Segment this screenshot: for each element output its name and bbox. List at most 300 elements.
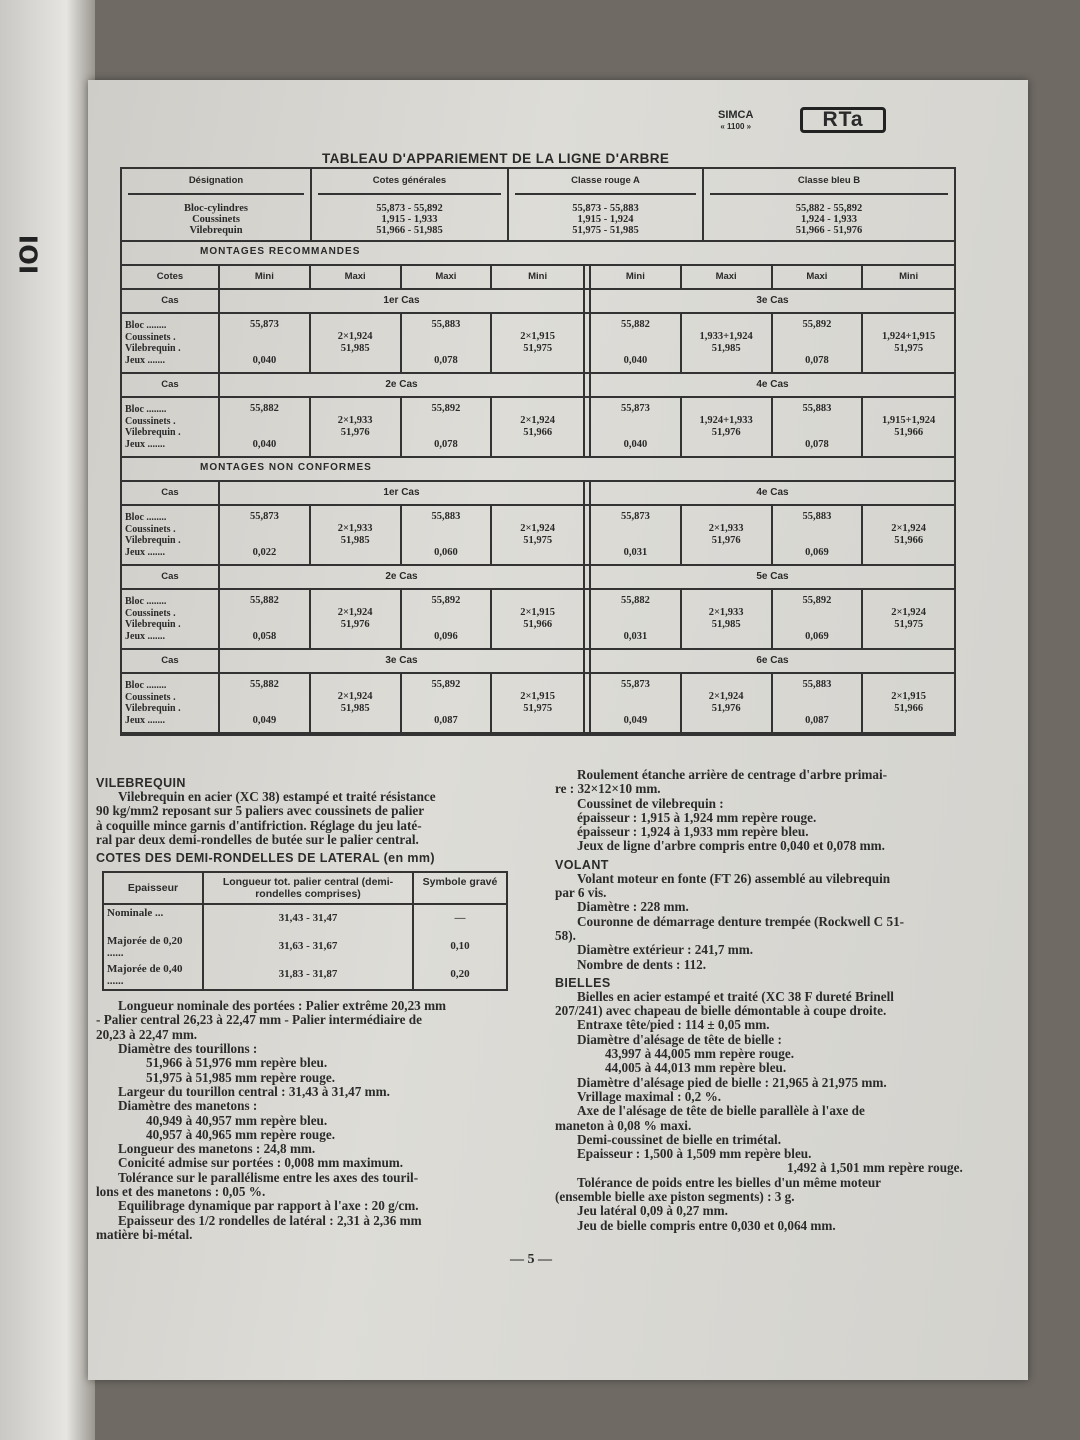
vilebrequin-value: 51,975 <box>523 343 553 354</box>
text-line: 51,975 à 51,985 mm repère rouge. <box>146 1069 335 1085</box>
case-title: 5e Cas <box>756 571 789 582</box>
value-cell <box>591 398 682 456</box>
cas-label: Cas <box>122 374 220 396</box>
jeu-value: 0,058 <box>252 631 277 642</box>
value-cell <box>492 674 583 732</box>
row-label: Vilebrequin . <box>125 343 181 354</box>
lateral-header-cell: Epaisseur <box>104 873 204 903</box>
cotes-cell: Maxi <box>311 266 402 288</box>
row-label: Coussinets . <box>125 607 176 619</box>
coussinet-value: 2×1,933 <box>337 523 373 534</box>
lateral-row <box>104 905 506 933</box>
value-cell <box>863 590 954 648</box>
value-cell <box>220 398 311 456</box>
coussinet-value: 2×1,915 <box>891 691 927 702</box>
case-values <box>591 590 954 648</box>
text-line: Jeu latéral 0,09 à 0,27 mm. <box>577 1203 728 1219</box>
bloc-value: 55,882 <box>620 595 650 606</box>
left-column <box>96 772 508 1242</box>
case-title: 2e Cas <box>385 379 418 390</box>
coussinet-value: 2×1,924 <box>891 607 927 618</box>
value-cell <box>311 590 402 648</box>
row-label: Coussinets . <box>125 331 176 343</box>
lateral-cell: — <box>454 912 466 925</box>
divider <box>583 566 591 588</box>
row-label: Jeux ....... <box>125 714 165 726</box>
text-line: Equilibrage dynamique par rapport à l'axe : 20 g/cm. <box>118 1198 419 1214</box>
row-labels <box>122 314 220 372</box>
lateral-cell: 0,10 <box>450 940 470 953</box>
coussinet-value: 2×1,924 <box>337 331 373 342</box>
text-line: Tolérance sur le parallélisme entre les axes des touril- <box>118 1169 419 1185</box>
bloc-value: 55,882 <box>249 595 279 606</box>
text-line: 43,997 à 44,005 mm repère rouge. <box>605 1046 794 1062</box>
cas-label: Cas <box>122 650 220 672</box>
case-title: 1er Cas <box>383 295 420 306</box>
vilebrequin-intro <box>96 776 508 865</box>
value-cell <box>773 506 864 564</box>
section-heading: VOLANT <box>555 857 609 872</box>
text-line: 207/241) avec chapeau de bielle démontable à coupe droite. <box>555 1003 887 1019</box>
lateral-table <box>102 871 508 991</box>
case-title-row <box>122 482 954 506</box>
divider <box>583 482 591 504</box>
cotes-header <box>122 266 954 290</box>
divider <box>583 398 591 456</box>
jeu-value: 0,049 <box>623 715 648 726</box>
case-title: 4e Cas <box>756 487 789 498</box>
generales-col <box>312 169 509 240</box>
designation-items <box>122 203 310 236</box>
adjacent-page-mark: ıoı <box>11 234 50 275</box>
vilebrequin-value: 51,975 <box>523 535 553 546</box>
text-line: Epaisseur : 1,500 à 1,509 mm repère bleu. <box>577 1146 812 1162</box>
value-cell <box>863 314 954 372</box>
designation-col <box>122 169 312 240</box>
coussinet-value: 2×1,915 <box>520 691 556 702</box>
vilebrequin-value: 51,975 <box>523 703 553 714</box>
rouge-col <box>509 169 704 240</box>
case-values <box>591 506 954 564</box>
vilebrequin-value: 51,976 <box>711 535 741 546</box>
case-values-row <box>122 398 954 458</box>
case-values <box>220 398 583 456</box>
row-label: Vilebrequin . <box>125 427 181 438</box>
value-cell <box>591 506 682 564</box>
value-cell <box>863 506 954 564</box>
jeu-value: 0,078 <box>434 439 458 450</box>
section-heading: BIELLES <box>555 975 611 990</box>
row-label: Bloc ........ <box>125 512 167 523</box>
row-label: Vilebrequin . <box>125 619 181 630</box>
row-labels <box>122 674 220 732</box>
row-label: Jeux ....... <box>125 354 165 366</box>
bloc-value: 55,892 <box>802 319 832 330</box>
case-title: 1er Cas <box>383 487 420 498</box>
text-line: Bielles en acier estampé et traité (XC 38 F dureté Brinell <box>577 988 894 1004</box>
case-title-row <box>122 290 954 314</box>
text-line: Longueur nominale des portées : Palier extrême 20,23 mm <box>118 998 447 1014</box>
generales-values <box>312 203 507 236</box>
bloc-value: 55,892 <box>431 403 461 414</box>
text-line: 44,005 à 44,013 mm repère bleu. <box>605 1060 787 1076</box>
case-title: 3e Cas <box>385 655 418 666</box>
text-line: Volant moteur en fonte (FT 26) assemblé au vilebrequin <box>577 870 891 886</box>
value-cell <box>773 314 864 372</box>
vilebrequin-value: 51,966 <box>894 427 924 438</box>
value-cell <box>402 314 493 372</box>
rouge-values <box>509 203 702 236</box>
cotes-cell: Mini <box>591 266 682 288</box>
lateral-header-cell: Symbole gravé <box>422 876 498 889</box>
rta-logo: RTa <box>800 107 886 133</box>
case-values <box>591 314 954 372</box>
value-cell <box>492 314 583 372</box>
jeu-value: 0,049 <box>252 715 277 726</box>
adjacent-page <box>0 0 95 1440</box>
cotes-cell: Maxi <box>402 266 493 288</box>
vilebrequin-value: 51,985 <box>711 619 741 630</box>
row-label: Vilebrequin . <box>125 703 181 714</box>
text-line: Diamètre des tourillons : <box>118 1041 258 1057</box>
coussinet-value: 2×1,933 <box>708 607 744 618</box>
text-line: ral par deux demi-rondelles de butée sur le palier central. <box>96 831 419 847</box>
value-cell <box>591 674 682 732</box>
coussinet-value: 2×1,924 <box>337 691 373 702</box>
value-cell <box>311 506 402 564</box>
case-values <box>220 590 583 648</box>
vilebrequin-value: 51,975 <box>894 343 924 354</box>
vilebrequin-value: 51,966 <box>894 703 924 714</box>
coussinet-value: 1,933+1,924 <box>699 331 753 342</box>
designation-value: 51,975 - 51,985 <box>572 225 639 236</box>
value-cell <box>220 314 311 372</box>
text-line: Diamètre : 228 mm. <box>577 899 689 915</box>
jeu-value: 0,069 <box>805 631 829 642</box>
cotes-cell: Mini <box>899 271 919 282</box>
designation-row <box>122 167 954 242</box>
value-cell <box>773 590 864 648</box>
brand-model: « 1100 » <box>720 122 752 131</box>
vilebrequin-value: 51,976 <box>711 703 741 714</box>
value-cell <box>492 590 583 648</box>
bleu-values <box>704 203 954 236</box>
designation-value: Bloc-cylindres <box>184 203 248 214</box>
coussinet-value: 2×1,924 <box>520 415 556 426</box>
recommandes-cases <box>122 290 954 458</box>
value-cell <box>682 590 773 648</box>
vilebrequin-value: 51,976 <box>340 427 370 438</box>
vilebrequin-value: 51,966 <box>894 535 924 546</box>
cotes-label: Cotes <box>122 266 220 288</box>
divider <box>583 674 591 732</box>
value-cell <box>311 314 402 372</box>
row-label: Coussinets . <box>125 523 176 535</box>
designation-value: 55,873 - 55,892 <box>376 203 443 214</box>
case-title: 4e Cas <box>756 379 789 390</box>
brand-name: SIMCA <box>718 109 754 121</box>
row-labels <box>122 590 220 648</box>
coussinet-value: 2×1,924 <box>337 607 373 618</box>
text-line: Diamètre extérieur : 241,7 mm. <box>577 942 754 958</box>
cotes-cell: Maxi <box>773 266 864 288</box>
designation-value: 55,882 - 55,892 <box>795 203 863 214</box>
vilebrequin-value: 51,985 <box>340 535 370 546</box>
text-line: maneton à 0,08 % maxi. <box>555 1117 692 1133</box>
bloc-value: 55,882 <box>249 679 279 690</box>
designation-value: 51,966 - 51,976 <box>795 225 863 236</box>
coussinet-value: 1,915+1,924 <box>882 415 936 426</box>
bloc-value: 55,892 <box>431 679 461 690</box>
lateral-header <box>104 873 506 905</box>
bloc-value: 55,883 <box>431 319 461 330</box>
cotes-cell: Maxi <box>682 266 773 288</box>
text-line: - Palier central 26,23 à 22,47 mm - Palier intermédiaire de <box>96 1012 422 1028</box>
col-header: Classe bleu B <box>710 175 948 195</box>
case-title-row <box>122 566 954 590</box>
value-cell <box>402 674 493 732</box>
lateral-header-cell: Longueur tot. palier central (demi-rondelles comprises) <box>204 873 414 903</box>
row-labels <box>122 506 220 564</box>
lateral-row <box>104 961 506 989</box>
cas-label: Cas <box>122 566 220 588</box>
text-line: 1,492 à 1,501 mm repère rouge. <box>787 1160 963 1176</box>
coussinet-value: 2×1,933 <box>337 415 373 426</box>
lateral-cell: 31,63 - 31,67 <box>204 933 414 961</box>
value-cell <box>220 590 311 648</box>
row-label: Bloc ........ <box>125 596 167 607</box>
coussinet-value: 1,924+1,933 <box>699 415 753 426</box>
coussinet-value: 2×1,915 <box>520 331 556 342</box>
bloc-value: 55,892 <box>431 595 461 606</box>
divider <box>583 374 591 396</box>
col-header: Désignation <box>128 175 304 195</box>
value-cell <box>311 398 402 456</box>
text-line: 40,957 à 40,965 mm repère rouge. <box>146 1126 335 1142</box>
divider <box>583 266 591 288</box>
text-line: épaisseur : 1,924 à 1,933 mm repère bleu. <box>577 824 809 840</box>
value-cell <box>682 506 773 564</box>
case-values <box>591 398 954 456</box>
lateral-rows <box>104 905 506 989</box>
col-header: Classe rouge A <box>515 175 696 195</box>
row-label: Bloc ........ <box>125 404 167 415</box>
value-cell <box>311 674 402 732</box>
text-line: Conicité admise sur portées : 0,008 mm maximum. <box>118 1155 404 1171</box>
lateral-row <box>104 933 506 961</box>
text-line: Coussinet de vilebrequin : <box>577 795 724 811</box>
text-line: Jeux de ligne d'arbre compris entre 0,040 et 0,078 mm. <box>577 838 885 854</box>
text-line: re : 32×12×10 mm. <box>555 781 661 797</box>
value-cell <box>492 506 583 564</box>
lateral-cell: 31,83 - 31,87 <box>204 961 414 989</box>
row-label: Jeux ....... <box>125 546 165 558</box>
designation-value: Vilebrequin <box>189 225 243 236</box>
value-cell <box>591 590 682 648</box>
bloc-value: 55,883 <box>802 679 832 690</box>
bloc-value: 55,873 <box>620 679 650 690</box>
text-line: Roulement étanche arrière de centrage d'arbre primai- <box>577 767 888 782</box>
text-line: 40,949 à 40,957 mm repère bleu. <box>146 1112 328 1128</box>
text-line: 20,23 à 22,47 mm. <box>96 1026 198 1042</box>
jeu-value: 0,087 <box>805 715 829 726</box>
designation-value: 55,873 - 55,883 <box>572 203 639 214</box>
lateral-cell: Majorée de 0,20 ...... <box>104 933 204 961</box>
vilebrequin-value: 51,976 <box>711 427 741 438</box>
jeu-value: 0,031 <box>623 547 648 558</box>
bloc-value: 55,882 <box>249 403 279 414</box>
value-cell <box>773 674 864 732</box>
divider <box>583 506 591 564</box>
cas-label: Cas <box>122 290 220 312</box>
case-values <box>220 674 583 732</box>
text-line: 51,966 à 51,976 mm repère bleu. <box>146 1055 328 1071</box>
jeu-value: 0,096 <box>434 631 458 642</box>
vilebrequin-value: 51,985 <box>340 703 370 714</box>
vilebrequin-value: 51,966 <box>523 427 553 438</box>
jeu-value: 0,040 <box>623 355 648 366</box>
jeu-value: 0,078 <box>434 355 458 366</box>
coussinet-value: 1,924+1,915 <box>882 331 936 342</box>
cas-label: Cas <box>122 482 220 504</box>
non-conformes-cases <box>122 482 954 734</box>
coussinet-value: 2×1,915 <box>520 607 556 618</box>
vilebrequin-value: 51,976 <box>340 619 370 630</box>
text-line: matière bi-métal. <box>96 1226 193 1242</box>
text-line: Vrillage maximal : 0,2 %. <box>577 1088 722 1104</box>
text-line: Diamètre des manetons : <box>118 1098 258 1114</box>
jeu-value: 0,040 <box>623 439 648 450</box>
row-label: Vilebrequin . <box>125 535 181 546</box>
text-line: Vilebrequin en acier (XC 38) estampé et traité résistance <box>118 789 436 804</box>
case-title-row <box>122 650 954 674</box>
coussinet-value: 2×1,933 <box>708 523 744 534</box>
jeu-value: 0,031 <box>623 631 648 642</box>
vilebrequin-value: 51,966 <box>523 619 553 630</box>
value-cell <box>402 398 493 456</box>
bloc-value: 55,873 <box>620 403 650 414</box>
text-line: Axe de l'alésage de tête de bielle parallèle à l'axe de <box>577 1103 865 1119</box>
cotes-group <box>220 266 583 288</box>
text-line: Largeur du tourillon central : 31,43 à 31,47 mm. <box>118 1083 390 1099</box>
vilebrequin-specs <box>96 999 508 1242</box>
designation-value: 1,915 - 1,933 <box>381 214 438 225</box>
lateral-cell: 31,43 - 31,47 <box>204 905 414 933</box>
table-title: TABLEAU D'APPARIEMENT DE LA LIGNE D'ARBRE <box>322 151 670 166</box>
text-line: 90 kg/mm2 reposant sur 5 paliers avec coussinets de palier <box>96 803 425 819</box>
text-line: (ensemble bielle axe piston segments) : 3 g. <box>555 1189 795 1205</box>
jeu-value: 0,022 <box>252 547 277 558</box>
text-line: Diamètre d'alésage de tête de bielle : <box>577 1031 782 1047</box>
designation-value: 51,966 - 51,985 <box>376 225 443 236</box>
section-recommandes: MONTAGES RECOMMANDES <box>122 242 954 266</box>
case-values-row <box>122 590 954 650</box>
value-cell <box>863 674 954 732</box>
divider <box>583 650 591 672</box>
jeu-value: 0,087 <box>434 715 458 726</box>
value-cell <box>863 398 954 456</box>
designation-value: Coussinets <box>192 214 240 225</box>
text-line: Diamètre d'alésage pied de bielle : 21,965 à 21,975 mm. <box>577 1074 887 1090</box>
vilebrequin-value: 51,985 <box>340 343 370 354</box>
row-label: Jeux ....... <box>125 630 165 642</box>
text-line: 58). <box>555 927 576 943</box>
bloc-value: 55,883 <box>802 511 832 522</box>
jeu-value: 0,078 <box>805 439 829 450</box>
row-label: Coussinets . <box>125 691 176 703</box>
value-cell <box>773 398 864 456</box>
case-title: 2e Cas <box>385 571 418 582</box>
designation-value: 1,915 - 1,924 <box>577 214 634 225</box>
value-cell <box>402 506 493 564</box>
case-values <box>591 674 954 732</box>
section-heading: VILEBREQUIN <box>96 776 186 790</box>
page-number: — 5 — <box>510 1252 552 1267</box>
brand-label <box>718 110 753 132</box>
appariement-table <box>120 167 956 736</box>
text-line: Epaisseur des 1/2 rondelles de latéral : 2,31 à 2,36 mm <box>118 1212 422 1228</box>
cotes-cell: Mini <box>220 266 311 288</box>
vilebrequin-value: 51,985 <box>711 343 741 354</box>
divider <box>583 290 591 312</box>
text-line: Demi-coussinet de bielle en trimétal. <box>577 1131 781 1147</box>
cotes-group <box>591 266 954 288</box>
value-cell <box>402 590 493 648</box>
jeu-value: 0,040 <box>252 439 277 450</box>
lateral-cell: Nominale ... <box>104 905 204 933</box>
row-label: Coussinets . <box>125 415 176 427</box>
value-cell <box>492 398 583 456</box>
row-labels <box>122 398 220 456</box>
vilebrequin-value: 51,975 <box>894 619 924 630</box>
bleu-col <box>704 169 954 240</box>
row-label: Bloc ........ <box>125 680 167 691</box>
row-label: Jeux ....... <box>125 438 165 450</box>
case-title-row <box>122 374 954 398</box>
jeu-value: 0,040 <box>252 355 277 366</box>
text-line: épaisseur : 1,915 à 1,924 mm repère rouge. <box>577 809 817 825</box>
designation-value: 1,924 - 1,933 <box>801 214 857 225</box>
coussinet-value: 2×1,924 <box>891 523 927 534</box>
value-cell <box>220 674 311 732</box>
text-line: par 6 vis. <box>555 885 607 901</box>
value-cell <box>591 314 682 372</box>
case-values-row <box>122 674 954 734</box>
text-line: Tolérance de poids entre les bielles d'un même moteur <box>577 1174 882 1190</box>
coussinet-value: 2×1,924 <box>520 523 556 534</box>
bloc-value: 55,892 <box>802 595 832 606</box>
divider <box>583 590 591 648</box>
bloc-value: 55,873 <box>620 511 650 522</box>
case-values <box>220 314 583 372</box>
value-cell <box>682 674 773 732</box>
text-line: Longueur des manetons : 24,8 mm. <box>118 1141 316 1157</box>
bloc-value: 55,883 <box>802 403 832 414</box>
case-title: 3e Cas <box>756 295 789 306</box>
cotes-cell: Mini <box>528 271 548 282</box>
col-header: Cotes générales <box>318 175 501 195</box>
case-values <box>220 506 583 564</box>
text-line: Couronne de démarrage denture trempée (Rockwell C 51- <box>577 913 905 929</box>
bloc-value: 55,882 <box>620 319 650 330</box>
value-cell <box>682 314 773 372</box>
case-values-row <box>122 506 954 566</box>
section-heading: COTES DES DEMI-RONDELLES DE LATERAL (en mm) <box>96 851 435 866</box>
bloc-value: 55,883 <box>431 511 461 522</box>
case-title: 6e Cas <box>756 655 789 666</box>
lateral-cell: Majorée de 0,40 ...... <box>104 961 204 989</box>
value-cell <box>220 506 311 564</box>
